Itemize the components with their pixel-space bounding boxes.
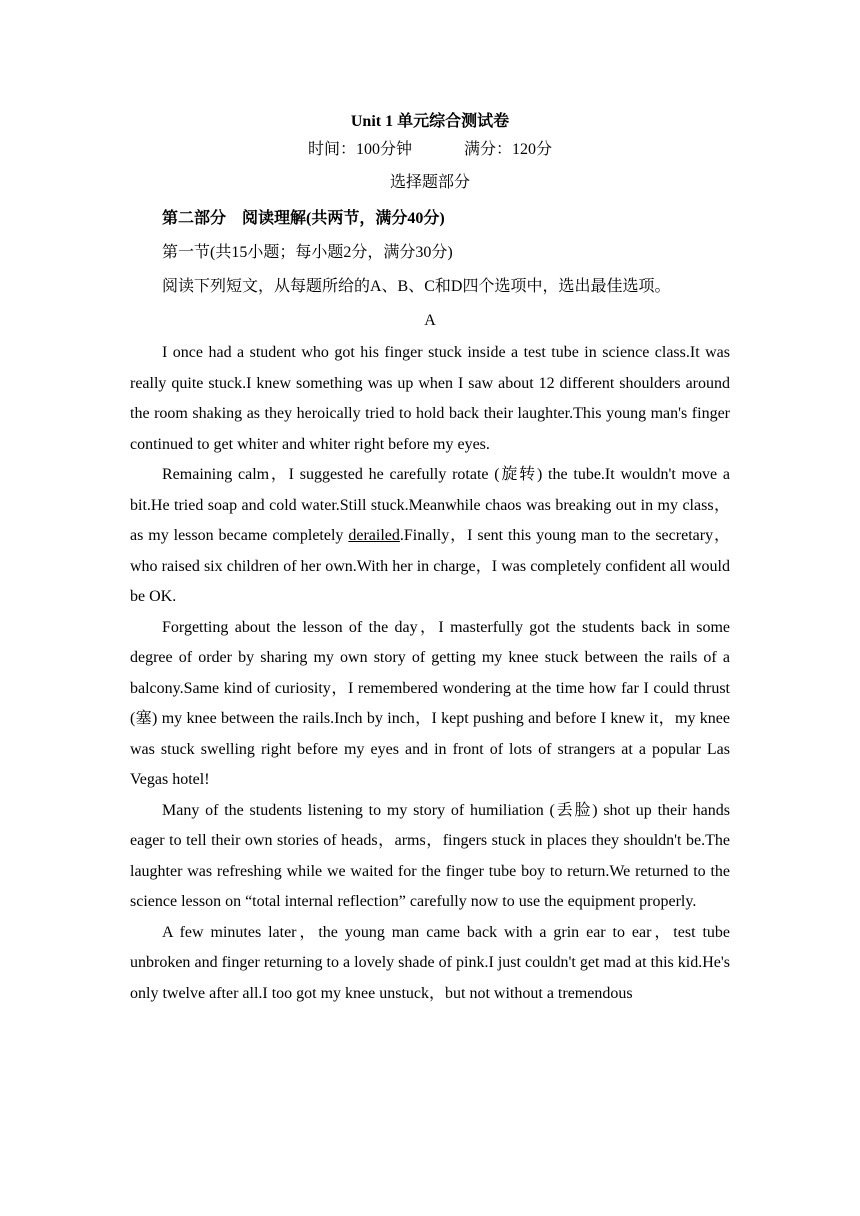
exam-time: 时间：100分钟: [307, 141, 412, 158]
section-title: 选择题部分: [389, 174, 470, 191]
exam-info: [130, 136, 730, 164]
passage-paragraph-2: [130, 460, 730, 613]
passage-label: A: [424, 312, 436, 329]
paragraph-2-part-b: .Finally，I sent this young man to the secretary，who raised six children of her own.With her in charge，I was completely confident all would be OK.: [130, 527, 730, 605]
document-content: [130, 108, 730, 1009]
instruction-text: 阅读下列短文，从每题所给的A、B、C和D四个选项中，选出最佳选项。: [162, 278, 671, 295]
page-title: Unit 1 单元综合测试卷: [350, 113, 510, 130]
passage-paragraph-3: Forgetting about the lesson of the day，I masterfully got the students back in some degree of order by sharing my own story of getting my knee stuck between the rails of a balcony.Same kind of curiosity，I remembered wondering at the time how far I could thrust (塞) my knee between the rails.Inch by inch，I kept pushing and before I knew it，my knee was stuck swelling right before my eyes and in front of lots of strangers at a popular Las Vegas hotel!: [130, 618, 731, 788]
part-title: 第二部分 阅读理解(共两节，满分40分): [162, 210, 445, 227]
paragraph-2-part-a: Remaining calm，I suggested he carefully rotate (旋转) the tube.It wouldn't move a bit.He tried soap and cold water.Still stuck.Meanwhile chaos was breaking out in my class，as my lesson became completely: [130, 466, 730, 544]
underlined-word: derailed: [348, 527, 400, 544]
subsection-title: 第一节(共15小题；每小题2分，满分30分): [162, 244, 453, 261]
passage-paragraph-4: Many of the students listening to my story of humiliation (丢脸) shot up their hands eager to tell their own stories of heads，arms，fingers stuck in places they shouldn't be.The laughter was refreshing while we waited for the finger tube boy to return.We returned to the science lesson on “total internal reflection” carefully now to use the equipment properly.: [130, 801, 730, 910]
passage-paragraph-5: A few minutes later，the young man came back with a grin ear to ear，test tube unbroken and finger returning to a lovely shade of pink.I just couldn't get mad at this kid.He's only twelve after all.I too got my knee unstuck，but not without a tremendous: [130, 923, 730, 1002]
exam-score: 满分：120分: [464, 141, 553, 158]
passage-paragraph-1: I once had a student who got his finger stuck inside a test tube in science class.It was really quite stuck.I knew something was up when I saw about 12 different shoulders around the room shaking as they heroically tried to hold back their laughter.This young man's finger continued to get whiter and whiter right before my eyes.: [130, 344, 730, 453]
